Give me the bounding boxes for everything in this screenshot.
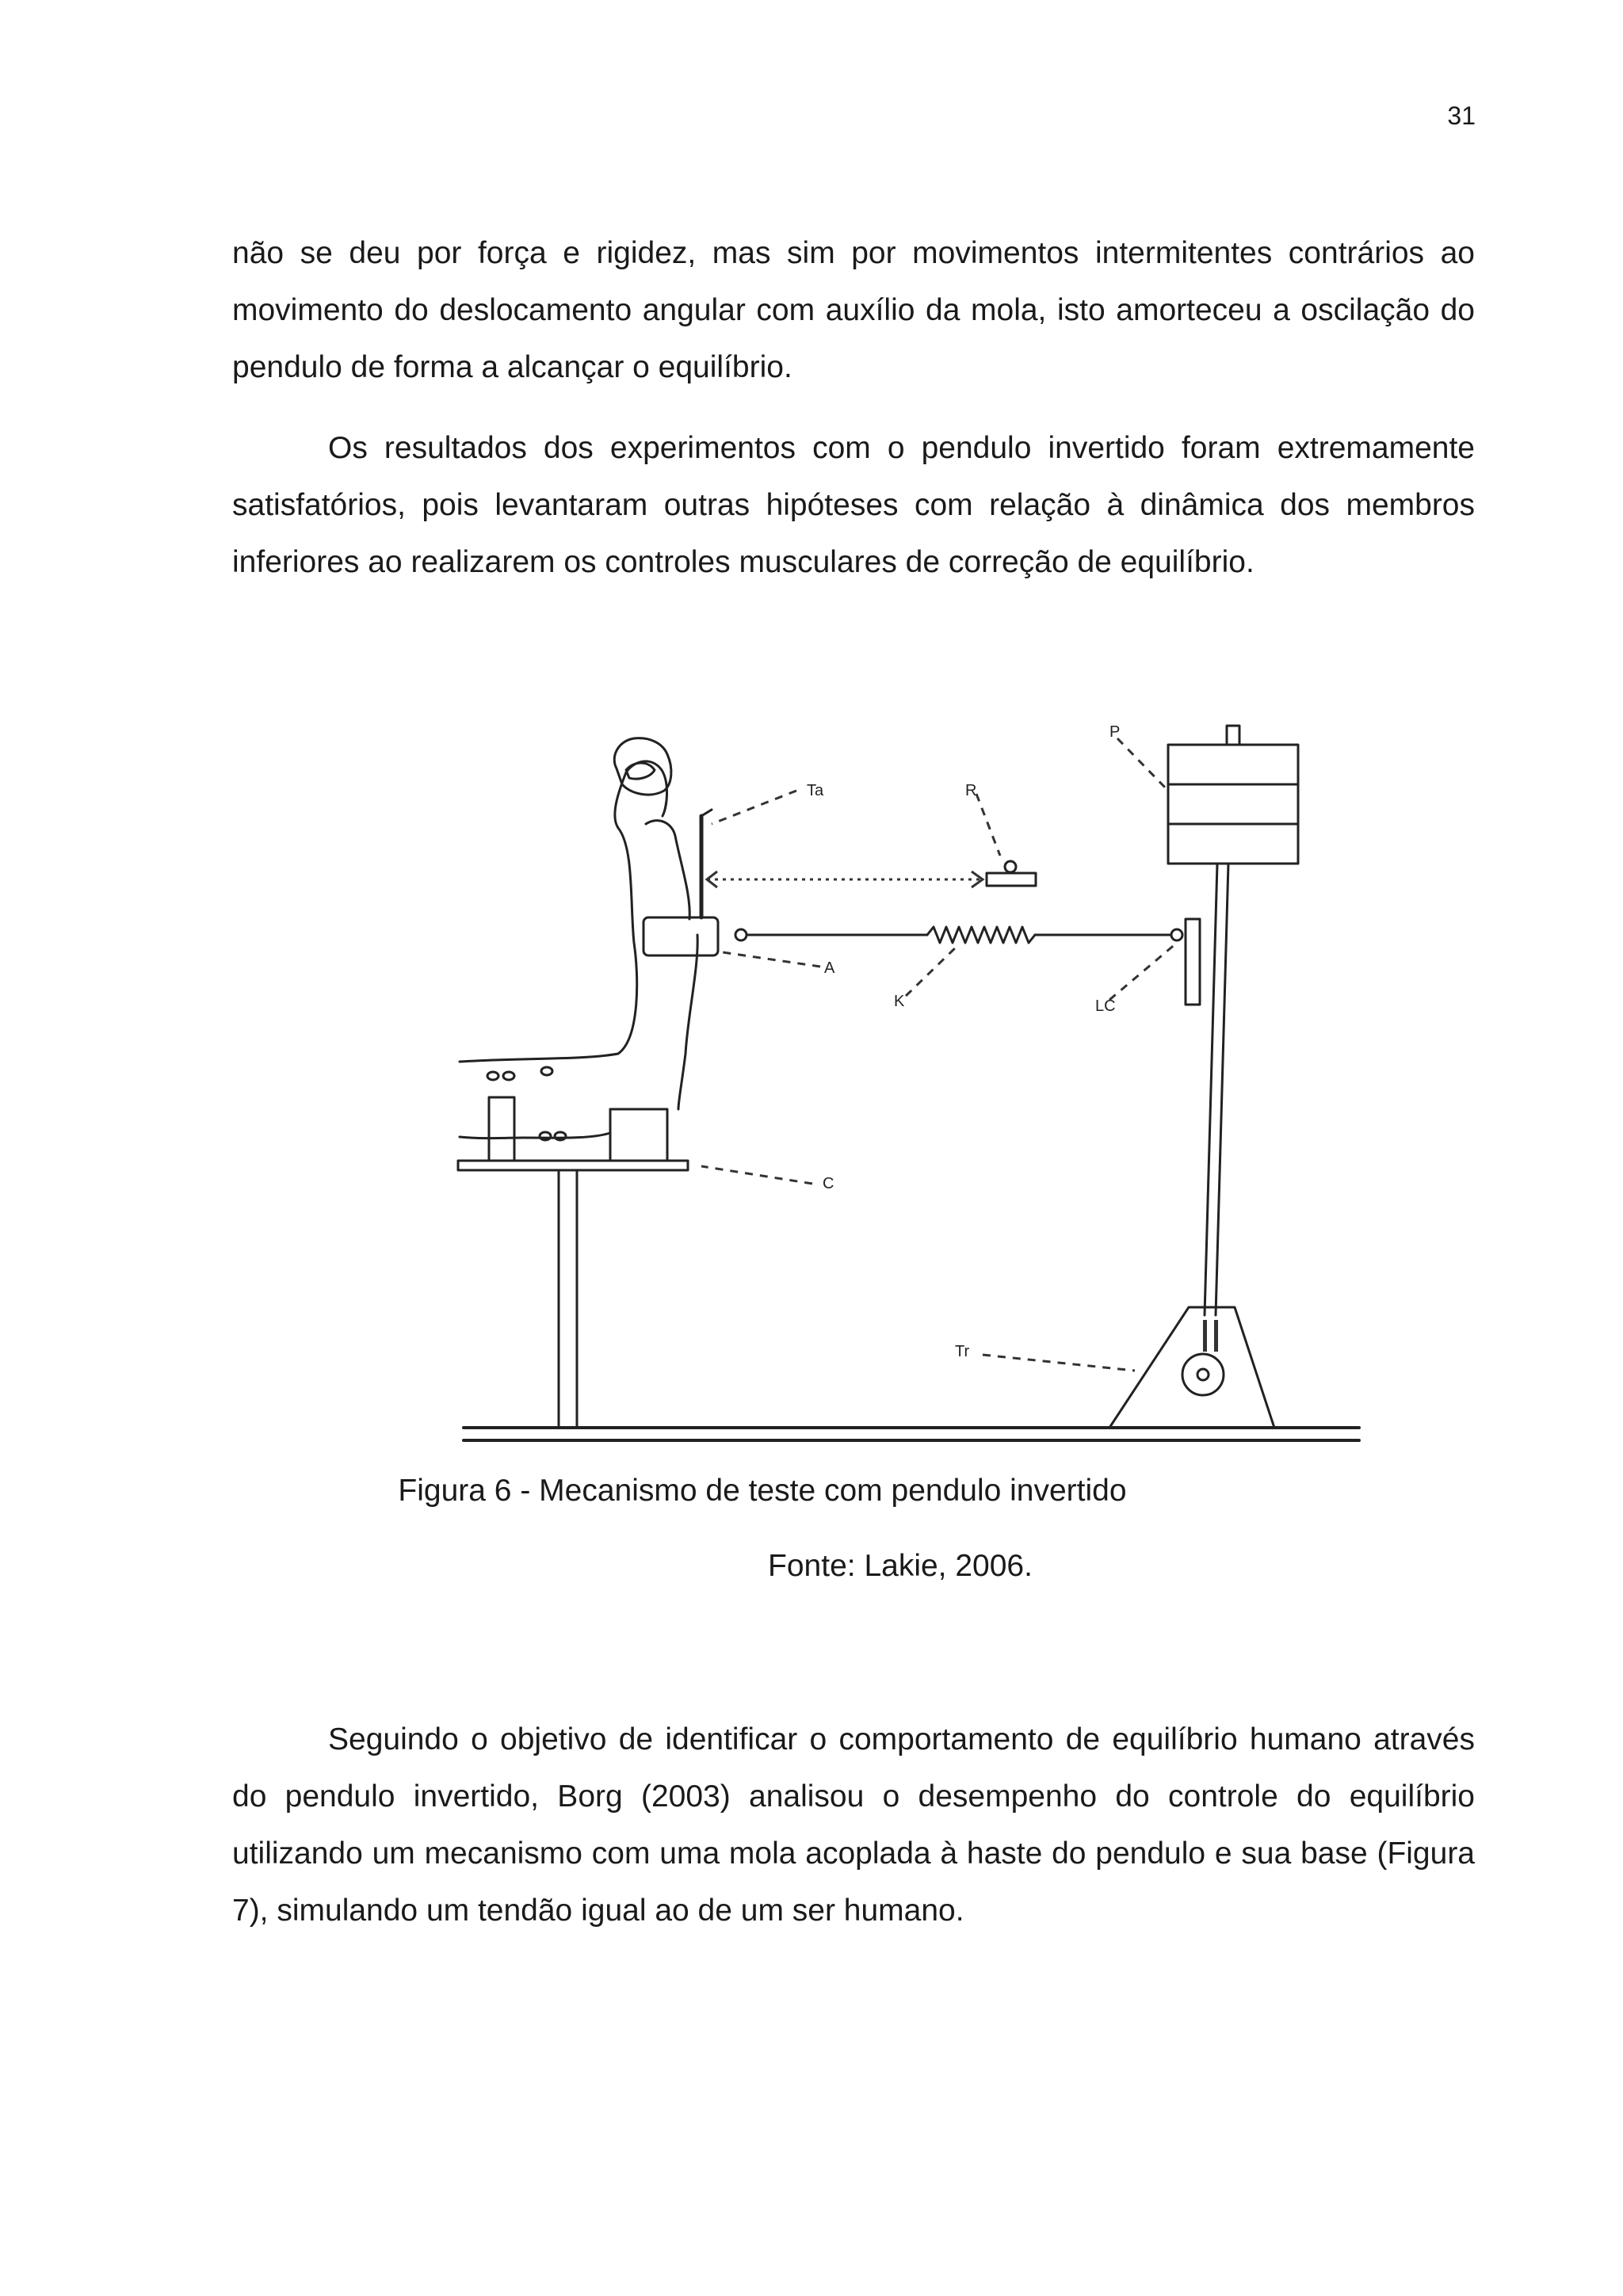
pendulum-weight-top <box>1168 745 1298 784</box>
marker-circle-5 <box>555 1132 566 1140</box>
paragraph-2 <box>232 420 1475 591</box>
foot-inner <box>626 763 655 779</box>
marker-circle-4 <box>540 1132 551 1140</box>
rod-joint-left <box>735 929 747 940</box>
seat-block-right <box>610 1109 667 1161</box>
paragraph-1-text: não se deu por força e rigidez, mas sim por movimentos intermitentes contrários ao movimento do deslocamento angular com auxílio da mola, isto amorteceu a oscilação do pendulo de forma a alcançar o equilíbrio. <box>232 236 1475 384</box>
label-a: A <box>824 959 835 977</box>
rod-joint-right <box>1171 929 1182 940</box>
leader-r <box>976 794 1000 856</box>
paragraph-2-text: Os resultados dos experimentos com o pendulo invertido foram extremamente satisfatórios, pois levantaram outras hipóteses com relação à dinâmica dos membros inferiores ao realizarem os controles musculares de correção de equilíbrio. <box>232 431 1475 579</box>
base-dots-1 <box>1203 1320 1207 1352</box>
label-p: P <box>1109 723 1121 741</box>
label-ta: Ta <box>807 782 824 799</box>
foot-outline <box>614 738 671 795</box>
figure-source-text: Fonte: Lakie, 2006. <box>768 1549 1033 1583</box>
label-k: K <box>894 993 905 1010</box>
seat-block-left <box>489 1097 514 1161</box>
target-rod-top <box>701 810 712 816</box>
marker-circle-2 <box>503 1072 514 1080</box>
paragraph-1 <box>232 225 1475 396</box>
label-tr: Tr <box>955 1343 970 1360</box>
leader-lc <box>1109 943 1177 1000</box>
label-c: C <box>823 1175 834 1192</box>
label-r: R <box>965 782 977 799</box>
pendulum-pole-right <box>1216 864 1228 1315</box>
label-lc: LC <box>1095 997 1116 1015</box>
leader-c <box>701 1166 812 1184</box>
spring <box>927 927 1035 943</box>
paragraph-3-text: Seguindo o objetivo de identificar o comportamento de equilíbrio humano através do pendulo invertido, Borg (2003) analisou o desempenho do controle do equilíbrio utilizando um mecanismo com uma mola acoplada à haste do pendulo e sua base (Figura 7), simulando um tendão igual ao de um ser humano. <box>232 1722 1475 1928</box>
pendulum-weight-bottom <box>1168 824 1298 864</box>
figure-source <box>0 1549 1623 1584</box>
figure-caption <box>0 1474 1623 1508</box>
laser-device <box>987 873 1036 886</box>
leader-tr <box>983 1355 1135 1371</box>
paragraph-3 <box>232 1711 1475 1939</box>
figure-pendulum-mechanism <box>0 705 1623 1466</box>
leader-p <box>1117 738 1170 792</box>
base-pivot-outer <box>1182 1354 1224 1395</box>
leader-a <box>723 952 820 967</box>
load-cell <box>1186 919 1200 1005</box>
marker-circle-1 <box>487 1072 498 1080</box>
support-table-top <box>458 1161 688 1170</box>
body-outline <box>460 761 697 1138</box>
figure-caption-text: Figura 6 - Mecanismo de teste com pendulo invertido <box>398 1474 1127 1508</box>
marker-circle-3 <box>541 1067 552 1075</box>
leader-k <box>906 944 959 996</box>
pendulum-weight-cap <box>1227 726 1239 745</box>
page-number: 31 <box>1447 101 1476 130</box>
leader-ta <box>712 791 796 824</box>
pendulum-pole-left <box>1205 864 1217 1315</box>
pendulum-weight-middle <box>1168 784 1298 824</box>
base-pivot-inner <box>1197 1369 1209 1380</box>
pendulum-base <box>1109 1307 1274 1428</box>
base-dots-2 <box>1214 1320 1218 1352</box>
laser-knob <box>1005 861 1016 872</box>
attachment-clamp <box>643 917 718 955</box>
